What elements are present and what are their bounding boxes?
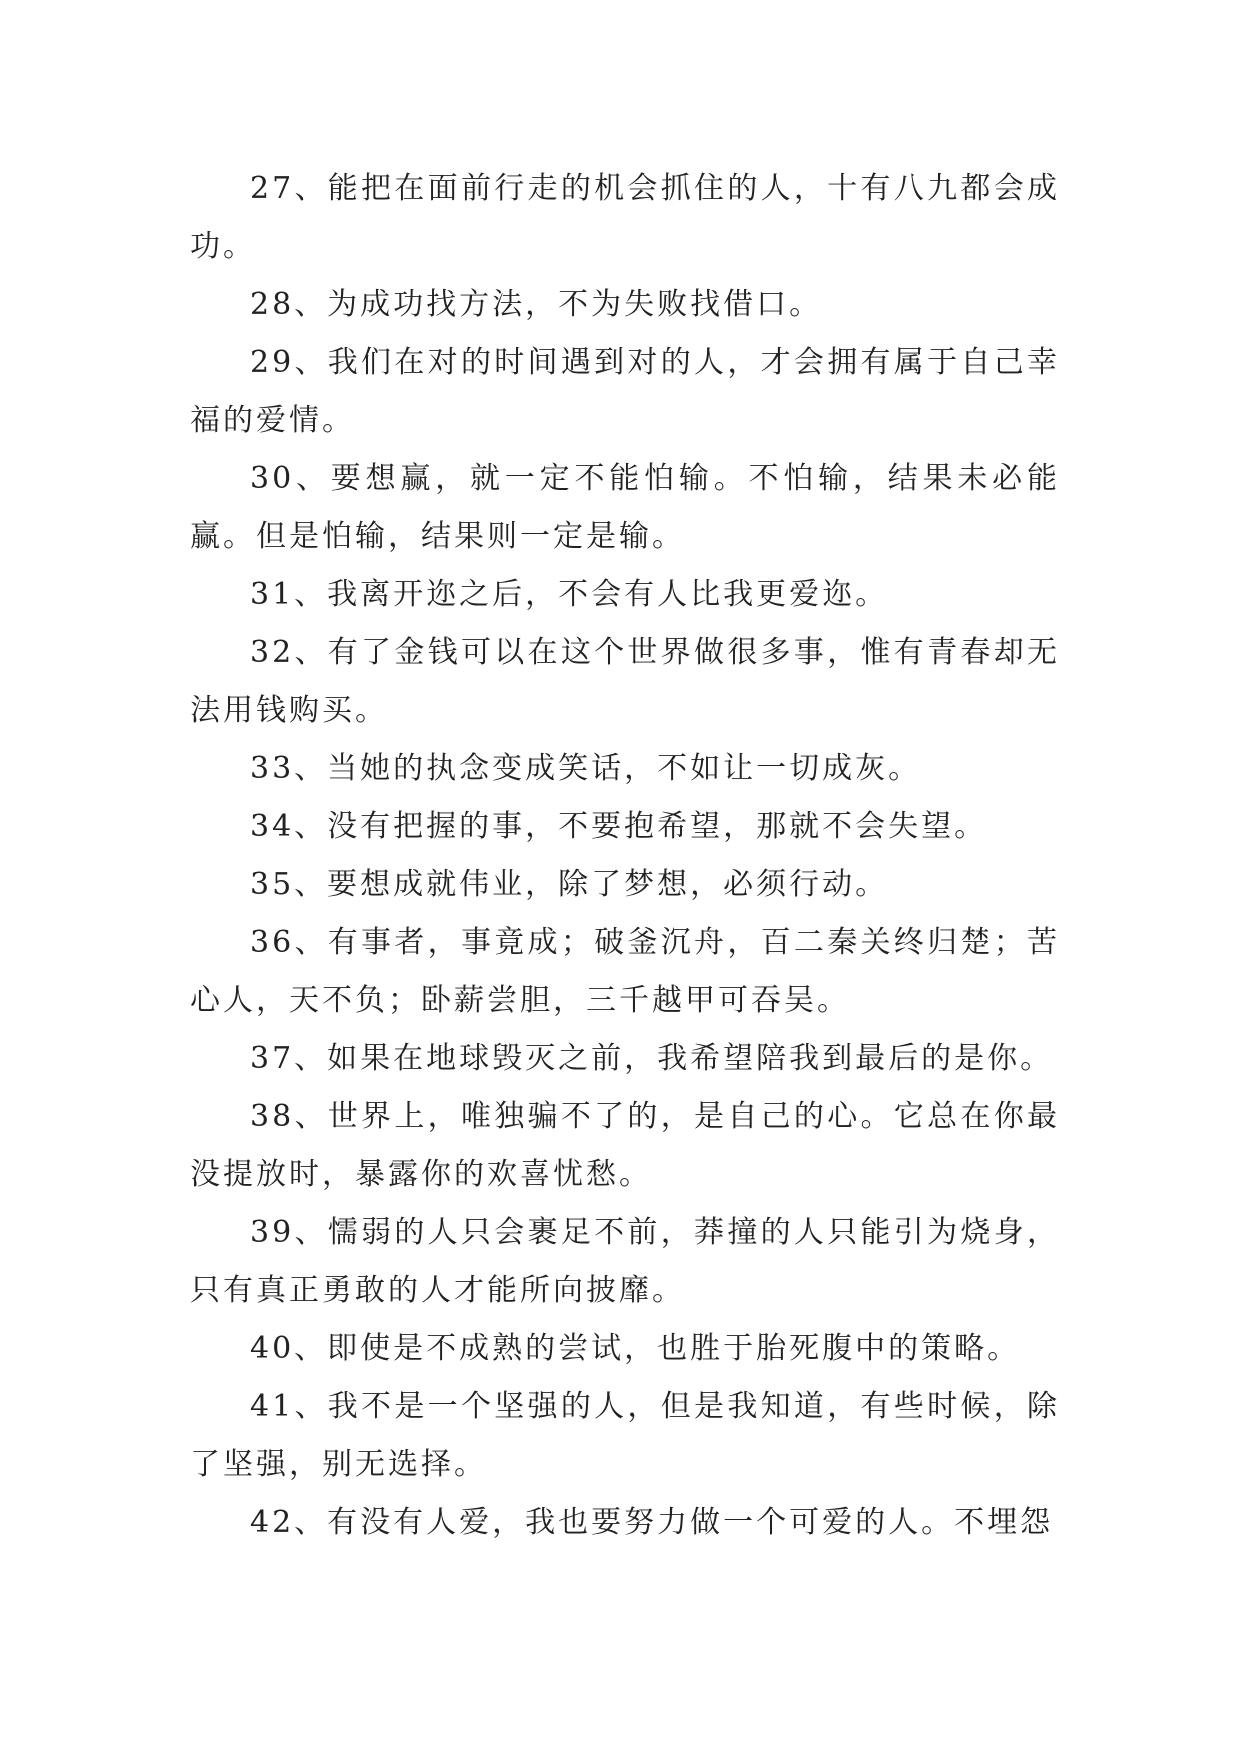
- paragraph-39: 39、懦弱的人只会裹足不前，莽撞的人只能引为烧身，只有真正勇敢的人才能所向披靡。: [190, 1215, 1060, 1308]
- paragraph-28: 28、为成功找方法，不为失败找借口。: [250, 287, 823, 322]
- paragraph-30: 30、要想赢，就一定不能怕输。不怕输，结果未必能赢。但是怕输，结果则一定是输。: [190, 461, 1060, 554]
- paragraph-31: 31、我离开迩之后，不会有人比我更爱迩。: [250, 577, 889, 612]
- paragraph-35: 35、要想成就伟业，除了梦想，必须行动。: [250, 867, 889, 902]
- paragraph-32: 32、有了金钱可以在这个世界做很多事，惟有青春却无法用钱购买。: [190, 635, 1060, 728]
- paragraph-34: 34、没有把握的事，不要抱希望，那就不会失望。: [250, 809, 988, 844]
- paragraph-41: 41、我不是一个坚强的人，但是我知道，有些时候，除了坚强，别无选择。: [190, 1389, 1060, 1482]
- paragraph-38: 38、世界上，唯独骗不了的，是自己的心。它总在你最没提放时，暴露你的欢喜忧愁。: [190, 1099, 1060, 1192]
- paragraph-29: 29、我们在对的时间遇到对的人，才会拥有属于自己幸福的爱情。: [190, 345, 1060, 438]
- paragraph-33: 33、当她的执念变成笑话，不如让一切成灰。: [250, 751, 922, 786]
- paragraph-36: 36、有事者，事竟成；破釜沉舟，百二秦关终归楚；苦心人，天不负；卧薪尝胆，三千越甲可吞吴。: [190, 925, 1060, 1018]
- paragraph-40: 40、即使是不成熟的尝试，也胜于胎死腹中的策略。: [250, 1331, 1021, 1366]
- paragraph-42: 42、有没有人爱，我也要努力做一个可爱的人。不埋怨: [250, 1505, 1054, 1540]
- document-body: [190, 160, 1060, 1552]
- paragraph-27: 27、能把在面前行走的机会抓住的人，十有八九都会成功。: [190, 171, 1060, 264]
- paragraph-37: 37、如果在地球毁灭之前，我希望陪我到最后的是你。: [250, 1041, 1054, 1076]
